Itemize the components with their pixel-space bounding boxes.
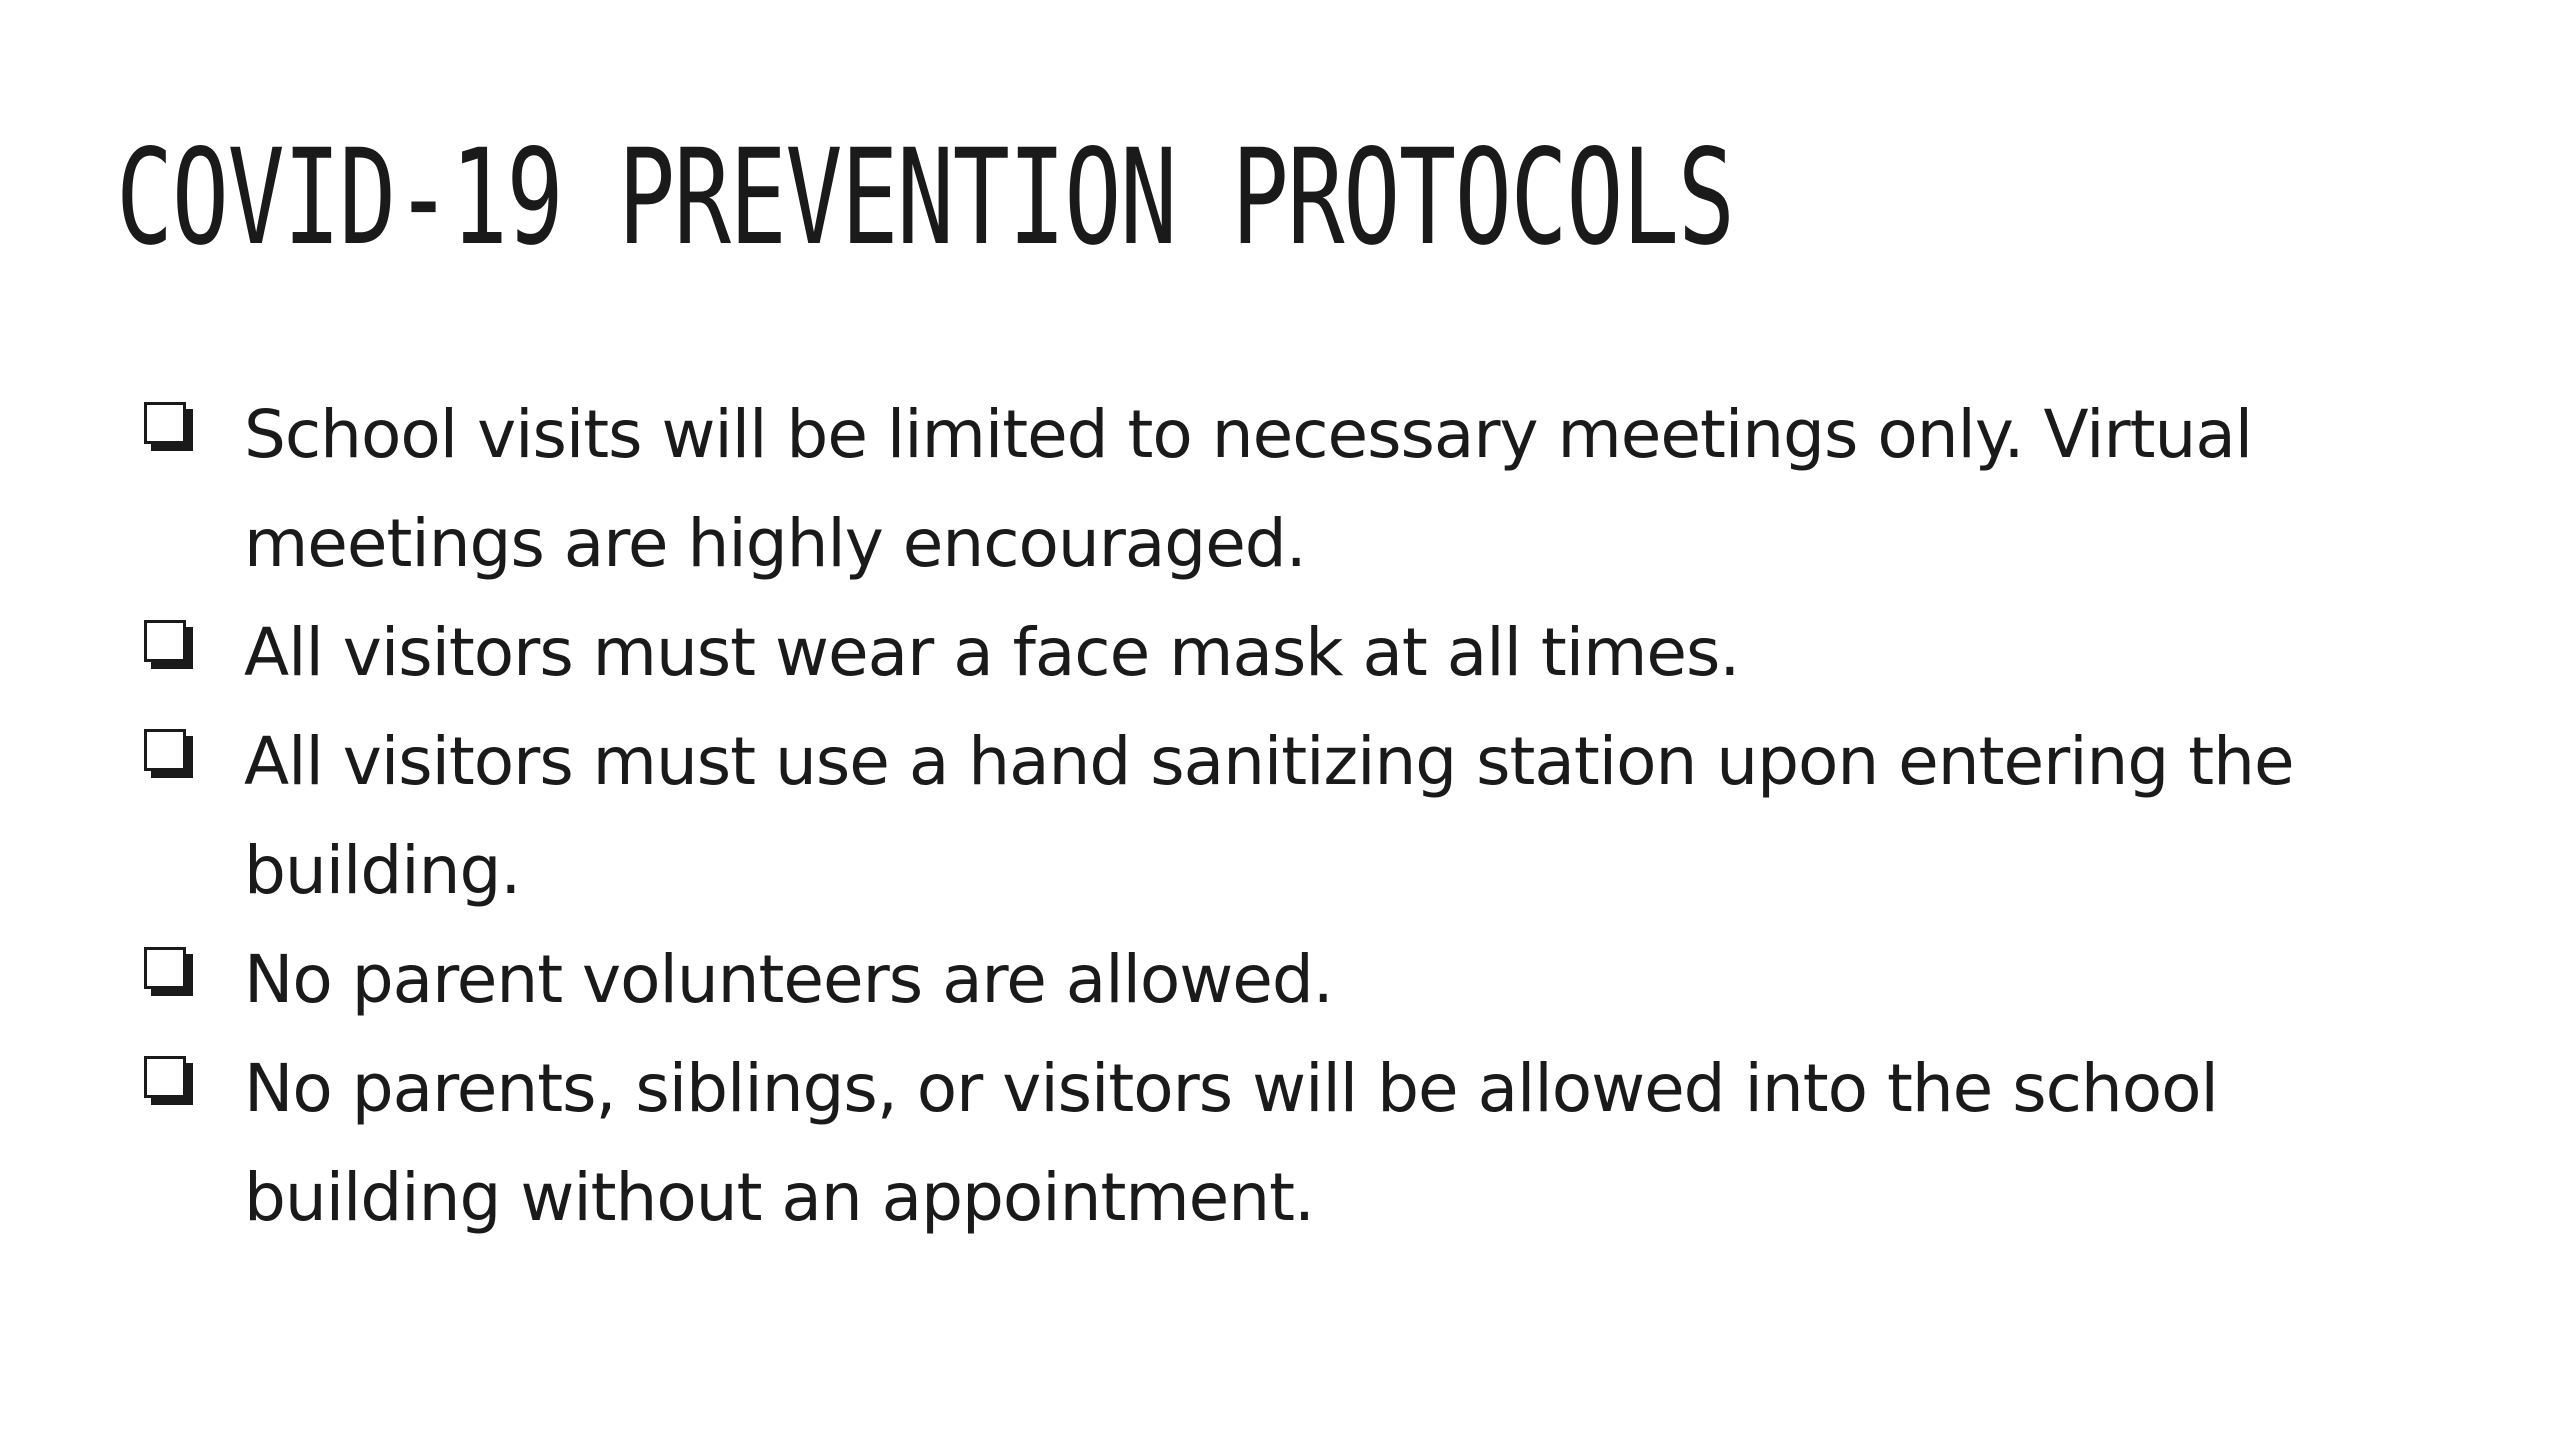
checkbox-icon <box>144 620 188 664</box>
slide-title: COVID-19 PREVENTION PROTOCOLS <box>116 121 1734 275</box>
protocol-item-text: No parent volunteers are allowed. <box>244 941 1333 1018</box>
protocol-item <box>140 380 2480 598</box>
checkbox-icon <box>144 947 188 991</box>
checkbox-icon <box>144 1056 188 1100</box>
protocol-item <box>140 925 2480 1034</box>
protocol-item <box>140 598 2480 707</box>
protocol-item-text: No parents, siblings, or visitors will be allowed into the school building without an appointment. <box>244 1050 2218 1236</box>
protocol-item-text: All visitors must wear a face mask at all times. <box>244 614 1740 691</box>
protocol-item-text: All visitors must use a hand sanitizing station upon entering the building. <box>244 723 2294 909</box>
protocol-item <box>140 707 2480 925</box>
protocol-list <box>140 380 2480 1252</box>
checkbox-icon <box>144 729 188 773</box>
protocol-item-text: School visits will be limited to necessary meetings only. Virtual meetings are highly encouraged. <box>244 396 2253 582</box>
checkbox-icon <box>144 402 188 446</box>
protocol-item <box>140 1034 2480 1252</box>
